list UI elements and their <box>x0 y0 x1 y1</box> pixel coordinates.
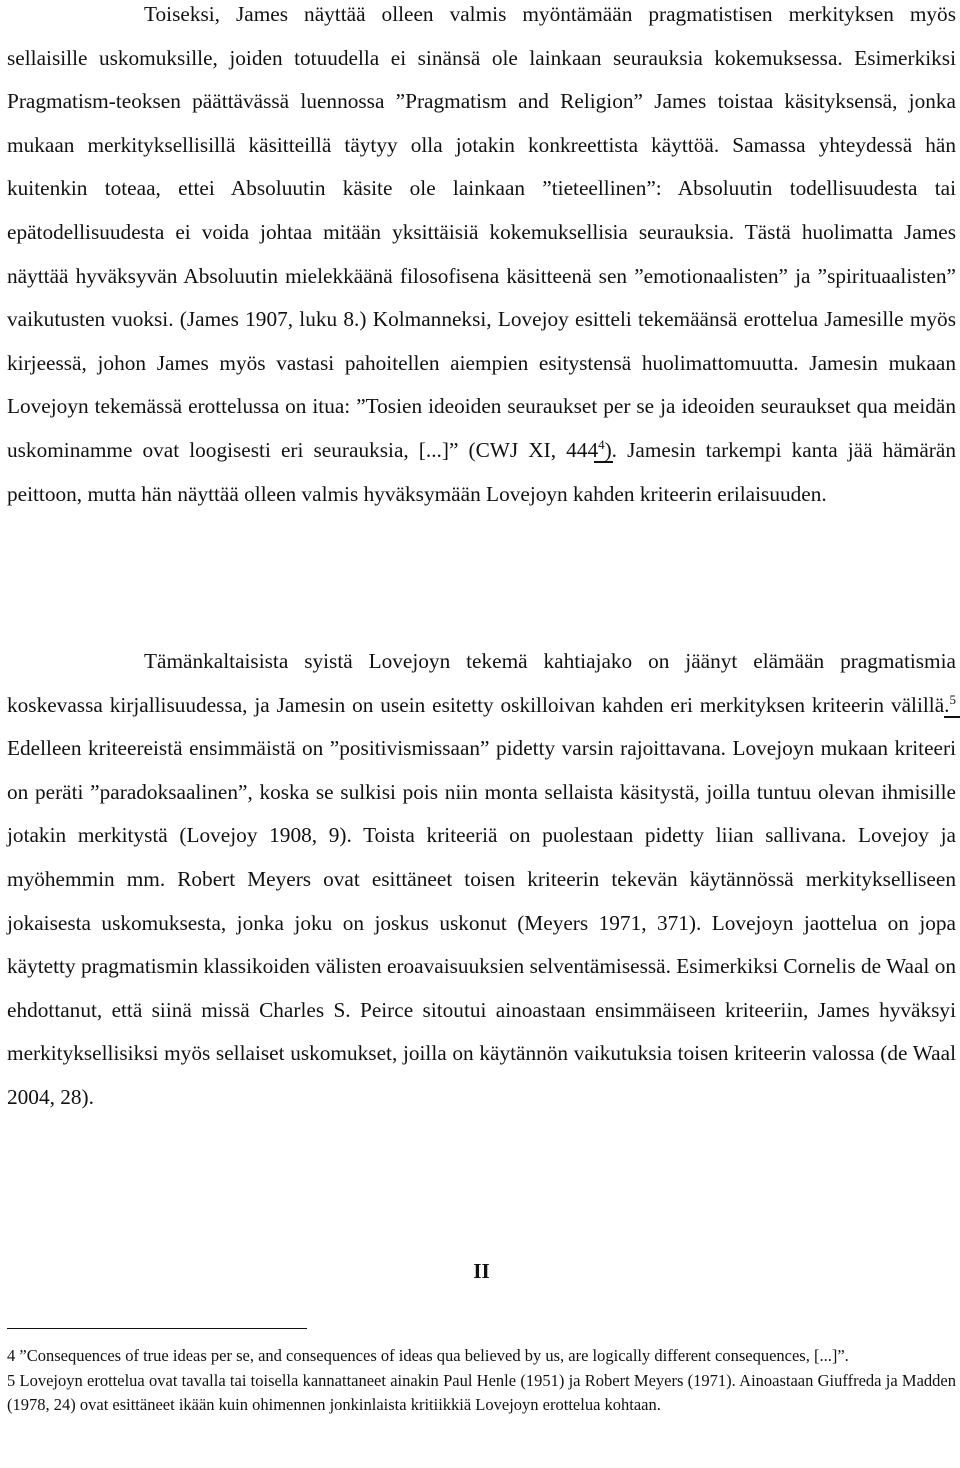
body-paragraph-1 <box>7 0 956 516</box>
footnotes <box>7 1344 956 1418</box>
paragraph-1-text-b: ). Jamesin tarkempi kanta jää hämärän peittoon, mutta hän näyttää olleen valmis hyväksymään Lovejoyn kahden kriteerin erilaisuuden. <box>7 437 956 506</box>
footnote-4: 4 ”Consequences of true ideas per se, and consequences of ideas qua believed by us, are logically different consequences, [...]”. <box>7 1346 849 1365</box>
paragraph-2-text-a: Tämänkaltaisista syistä Lovejoyn tekemä kahtiajako on jäänyt elämään pragmatismia koskevassa kirjallisuudessa, ja Jamesin on usein esitetty oskilloivan kahden eri merkityksen kriteerin välillä. <box>7 649 956 717</box>
footnote-ref-5[interactable]: 5 <box>949 691 956 707</box>
paragraph-1-text-a: Toiseksi, James näyttää olleen valmis myöntämään pragmatistisen merkityksen myös sellaisille uskomuksille, joiden totuudella ei sinänsä ole lainkaan seurauksia kokemuksessa. Esimerkiksi Pragmatism-teoksen päättävässä luennossa ”Pragmatism and Religion” James toistaa käsityksensä, jonka mukaan merkityksellisillä käsitteillä täytyy olla jotakin konkreettista käyttöä. Samassa yhteydessä hän kuitenkin toteaa, ettei Absoluutin käsite ole lainkaan ”tieteellinen”: Absoluutin todellisuudesta tai epätodellisuudesta ei voida johtaa mitään yksittäisiä kokemuksellisia seurauksia. Tästä huolimatta James näyttää hyväksyvän Absoluutin mielekkäänä filosofisena käsitteenä sen ”emotionaalisten” ja ”spirituaalisten” vaikutusten vuoksi. (James 1907, luku 8.) Kolmanneksi, Lovejoy esitteli tekemäänsä erottelua Jamesille myös kirjeessä, johon James myös vastasi pahoitellen aiempien esitystensä huolimattomuutta. Jamesin mukaan Lovejoyn tekemässä erottelussa on itua: ”Tosien ideoiden seuraukset per se ja ideoiden seuraukset qua meidän uskominamme ovat loogisesti eri seurauksia, [...]” (CWJ XI, 444 <box>7 2 956 462</box>
body-paragraph-2 <box>7 640 956 1120</box>
paragraph-2-text-b: Edelleen kriteereistä ensimmäistä on ”positivismissaan” pidetty varsin rajoittavana. Lovejoyn mukaan kriteeri on peräti ”paradoksaalinen”, koska se sulkisi pois niin monta sellaista käsitystä, joilla tuntuu olevan ihmisille jotakin merkitystä (Lovejoy 1908, 9). Toista kriteeriä on puolestaan pidetty liian sallivana. Lovejoy ja myöhemmin mm. Robert Meyers ovat esittäneet toisen kriteerin tekevän käytännössä merkitykselliseen jokaisesta uskomuksesta, jonka joku on joskus uskonut (Meyers 1971, 371). Lovejoyn jaottelua on jopa käytetty pragmatismin klassikoiden välisten eroavaisuuksien selventämisessä. Esimerkiksi Cornelis de Waal on ehdottanut, että siinä missä Charles S. Peirce sitoutui ainoastaan ensimmäiseen kriteeriin, James hyväksyi merkityksellisiksi myös sellaiset uskomukset, joilla on käytännön vaikutuksia toisen kriteerin valossa (de Waal 2004, 28). <box>7 736 956 1109</box>
footnote-5: 5 Lovejoyn erottelua ovat tavalla tai toisella kannattaneet ainakin Paul Henle (1951) ja Robert Meyers (1971). Ainoastaan Giuffreda ja Madden (1978, 24) ovat esittäneet ikään kuin ohimennen jonkinlaista kritiikkiä Lovejoyn erottelua kohtaan. <box>7 1370 956 1415</box>
footnote-divider <box>7 1328 307 1329</box>
footnote-ref-4[interactable]: 4 <box>598 436 605 452</box>
section-heading: II <box>473 1259 490 1283</box>
